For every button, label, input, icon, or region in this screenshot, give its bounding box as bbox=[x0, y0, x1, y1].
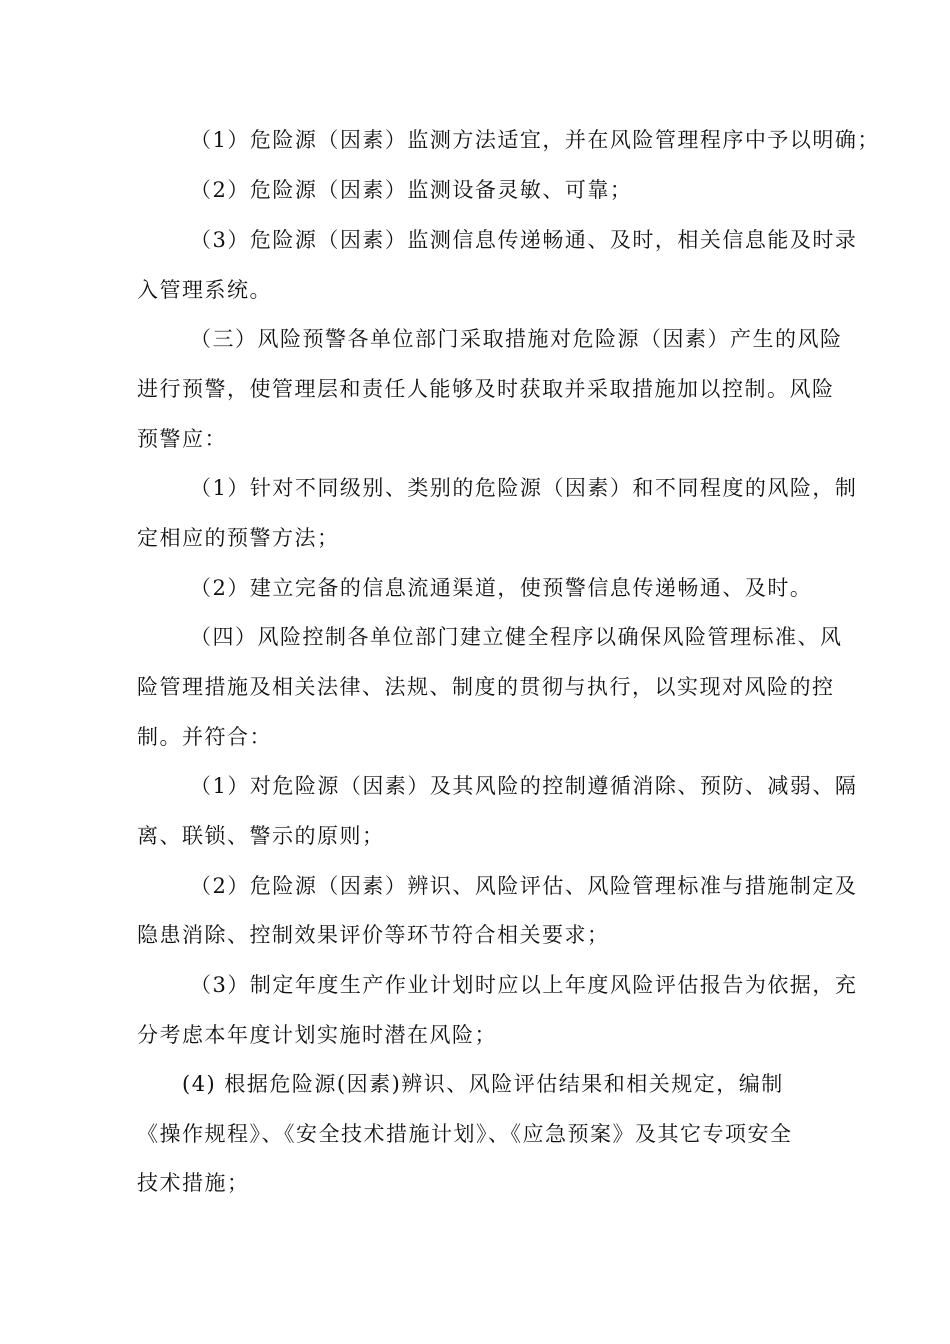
paragraph-line: （1）针对不同级别、类别的危险源（因素）和不同程度的风险，制 bbox=[190, 476, 858, 500]
paragraph-line: （1）对危险源（因素）及其风险的控制遵循消除、预防、减弱、隔 bbox=[190, 774, 858, 798]
paragraph-line: （2）危险源（因素）监测设备灵敏、可靠； bbox=[190, 178, 633, 202]
paragraph-line: 分考虑本年度计划实施时潜在风险； bbox=[137, 1023, 497, 1047]
paragraph-line: （1）危险源（因素）监测方法适宜，并在风险管理程序中予以明确； bbox=[190, 128, 880, 152]
paragraph-line: 险管理措施及相关法律、法规、制度的贯彻与执行，以实现对风险的控 bbox=[137, 675, 835, 699]
paragraph-line: 隐患消除、控制效果评价等环节符合相关要求； bbox=[137, 923, 610, 947]
paragraph-line: 离、联锁、警示的原则； bbox=[137, 824, 385, 848]
paragraph-line: 定相应的预警方法； bbox=[137, 526, 340, 550]
paragraph-line: （3）危险源（因素）监测信息传递畅通、及时，相关信息能及时录 bbox=[190, 228, 858, 252]
paragraph-line: 进行预警，使管理层和责任人能够及时获取并采取措施加以控制。风险 bbox=[137, 377, 835, 401]
paragraph-line: （3）制定年度生产作业计划时应以上年度风险评估报告为依据，充 bbox=[190, 973, 858, 997]
paragraph-line: 入管理系统。 bbox=[137, 278, 272, 302]
paragraph-line: 技术措施； bbox=[137, 1171, 250, 1195]
paragraph-line: （2）建立完备的信息流通渠道，使预警信息传递畅通、及时。 bbox=[190, 576, 813, 600]
paragraph-line: （2）危险源（因素）辨识、风险评估、风险管理标准与措施制定及 bbox=[190, 874, 858, 898]
paragraph-line: 制。并符合： bbox=[137, 725, 272, 749]
paragraph-line: 预警应： bbox=[137, 427, 227, 451]
paragraph-line: （三）风险预警各单位部门采取措施对危险源（因素）产生的风险 bbox=[190, 327, 843, 351]
paragraph-line: (4) 根据危险源(因素)辨识、风险评估结果和相关规定，编制 bbox=[182, 1072, 784, 1096]
paragraph-line: 《操作规程》、《安全技术措施计划》、《应急预案》及其它专项安全 bbox=[137, 1122, 793, 1146]
paragraph-line: （四）风险控制各单位部门建立健全程序以确保风险管理标准、风 bbox=[190, 625, 843, 649]
